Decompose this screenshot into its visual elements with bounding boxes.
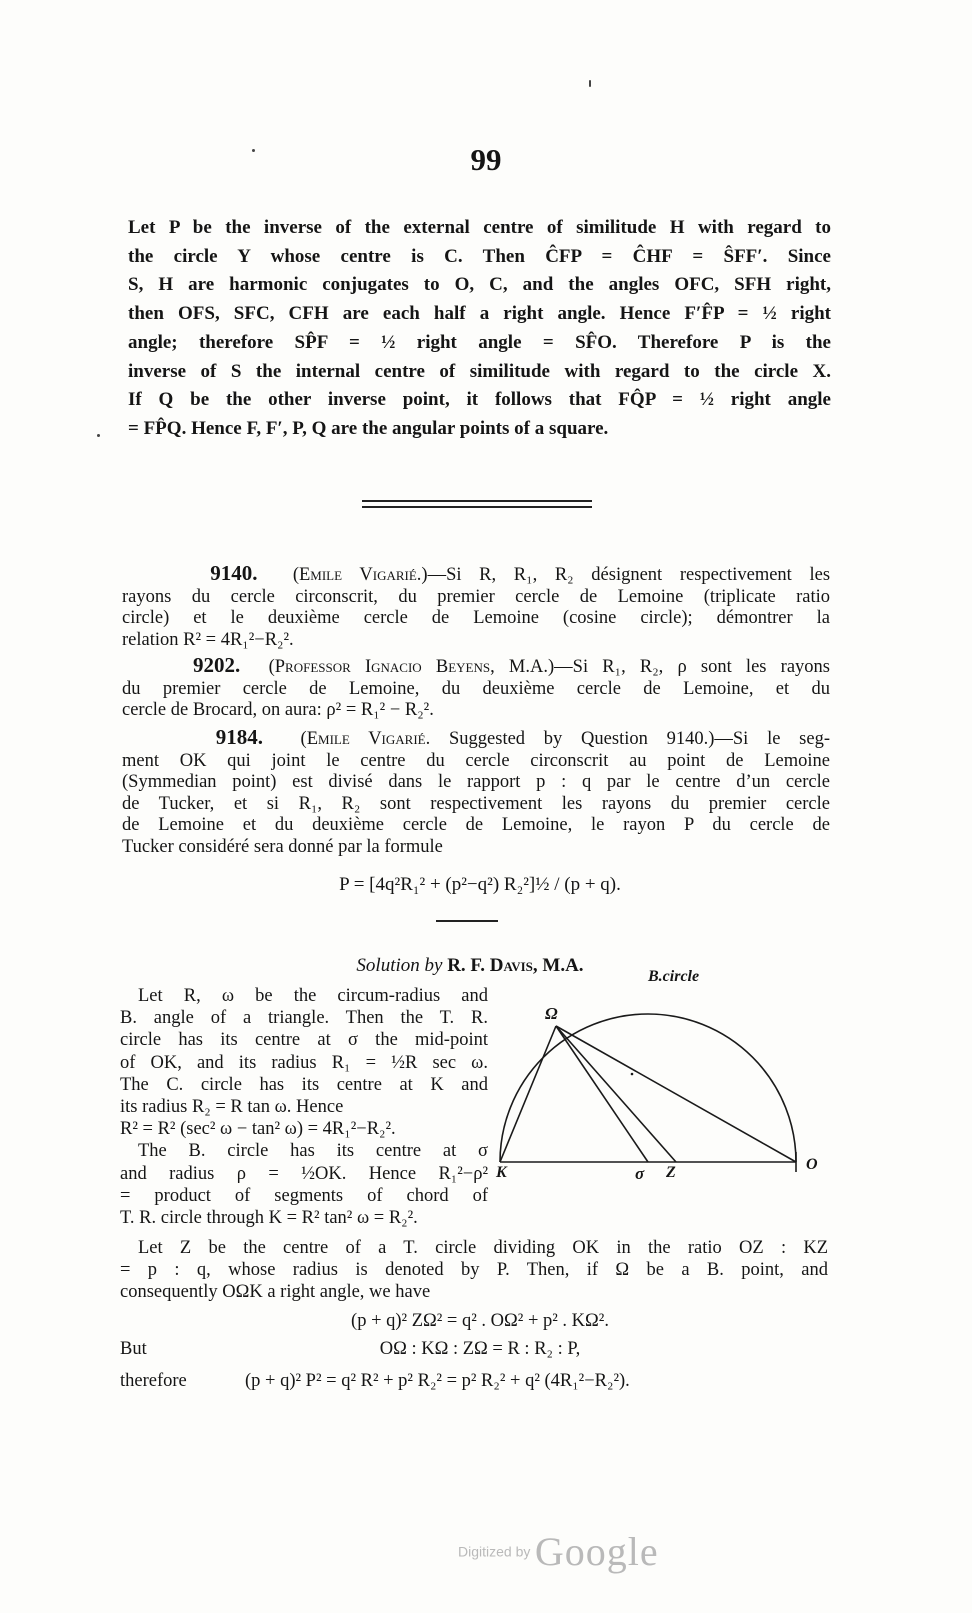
text-line: circle has its centre at σ the mid-point: [120, 1030, 488, 1051]
text-line: inverse of S the internal centre of similitude with regard to the circle X.: [128, 360, 831, 382]
text-line: de Lemoine et du deuxième cercle de Lemoine, le rayon P du cercle de: [122, 815, 830, 836]
section-divider: [436, 920, 498, 922]
text-line: = p : q, whose radius is denoted by P. Then, if Ω be a B. point, and: [120, 1260, 828, 1281]
equation: R² = R² (sec² ω − tan² ω) = 4R₁²−R₂².: [120, 1119, 396, 1140]
therefore-label: therefore: [120, 1371, 187, 1391]
question-author: (Professor Ignacio Beyens, M.A.): [268, 657, 555, 677]
text-line: de Tucker, et si R₁, R₂ sont respectivement les rayons du premier cercle: [122, 793, 830, 814]
section-divider: [362, 500, 592, 502]
section-divider: [362, 506, 592, 508]
segment-omega-k: [500, 1026, 556, 1162]
solution-left-column: [120, 985, 488, 1229]
question-9140: [122, 563, 830, 651]
text-line: T. R. circle through K = R² tan² ω = R₂².: [120, 1208, 418, 1229]
solution-title: [230, 955, 710, 977]
watermark-small: Digitized by: [458, 1543, 531, 1560]
segment-omega-o: [556, 1026, 796, 1162]
figure-dot: [631, 1073, 634, 1076]
text-line: then OFS, SFC, CFH are each half a right angle. Hence F′F̂P = ½ right: [128, 303, 831, 325]
but-label: But: [120, 1339, 147, 1359]
text-line: cercle de Brocard, on aura: ρ² = R₁² − R₂².: [122, 700, 434, 721]
segment-omega-z: [556, 1026, 676, 1162]
text-line: ment OK qui joint le centre du cercle circonscrit au point de Lemoine: [122, 750, 830, 771]
label-k: K: [496, 1164, 507, 1181]
text-line: (Symmedian point) est divisé dans le rapport p : q par le centre d’un cercle: [122, 772, 830, 793]
text-line: S, H are harmonic conjugates to O, C, and the angles OFC, SFH right,: [128, 274, 831, 296]
solution-full-width: [120, 1237, 828, 1304]
equation: (p + q)² P² = q² R² + p² R₂² = p² R₂² + q² (4R₁²−R₂²).: [245, 1371, 630, 1391]
equation: (p + q)² ZΩ² = q² . OΩ² + p² . KΩ².: [351, 1311, 609, 1331]
text-line: angle; therefore SP̂F = ½ right angle = SF̂O. Therefore P is the: [128, 331, 831, 353]
solution-by: Solution by: [356, 955, 443, 976]
text-line: = product of segments of chord of: [120, 1185, 488, 1206]
label-sigma: σ: [635, 1164, 645, 1183]
text-line: relation R² = 4R₁²−R₂².: [122, 629, 294, 650]
solution-author: R. F. Davis, M.A.: [447, 955, 584, 976]
brocard-semicircle: [500, 1014, 796, 1162]
text-line: If Q be the other inverse point, it follows that FQ̂P = ½ right angle: [128, 389, 831, 411]
question-number: 9202.: [192, 653, 241, 677]
question-number: 9140.: [210, 561, 258, 585]
text-line: Let R, ω be the circum-radius and: [138, 986, 488, 1006]
text-line: du premier cercle de Lemoine, du deuxième cercle de Lemoine, et du: [122, 678, 830, 699]
equation: OΩ : KΩ : ZΩ = R : R₂ : P,: [379, 1339, 581, 1359]
page-number: 99: [470, 142, 502, 177]
text-line: —Si R₁, R₂, ρ sont les rayons: [554, 657, 830, 677]
text-line: its radius R₂ = R tan ω. Hence: [120, 1097, 344, 1118]
text-line: B. angle of a triangle. Then the T. R.: [120, 1008, 488, 1029]
question-9184: [122, 727, 830, 859]
text-line: The B. circle has its centre at σ: [138, 1141, 488, 1162]
label-z: Z: [666, 1164, 676, 1181]
text-line: Let Z be the centre of a T. circle dividing OK in the ratio OZ : KZ: [138, 1238, 828, 1258]
text-line: rayons du cercle circonscrit, du premier cercle de Lemoine (triplicate ratio: [122, 586, 830, 607]
question-author: (Emile Vigarié.: [300, 729, 431, 749]
print-speck: [97, 434, 100, 437]
tucker-formula: P = [4q²R₁² + (p²−q²) R₂²]½ / (p + q).: [339, 874, 621, 895]
text-line: and radius ρ = ½OK. Hence R₁²−ρ²: [120, 1163, 488, 1184]
text-line: circle) et le deuxième cercle de Lemoine (cosine circle); démontrer la: [122, 608, 830, 629]
text-line: the circle Y whose centre is C. Then ĈFP = ĈHF = ŜFF′. Since: [128, 245, 831, 267]
text-line: of OK, and its radius R₁ = ½R sec ω.: [120, 1052, 488, 1073]
text-line: = FP̂Q. Hence F, F′, P, Q are the angular points of a square.: [128, 417, 609, 439]
label-o: O: [806, 1156, 818, 1173]
text-line: Tucker considéré sera donné par la formule: [122, 836, 443, 857]
print-speck: [589, 80, 591, 87]
text-line: Let P be the inverse of the external centre of similitude H with regard to: [128, 217, 831, 238]
label-omega: Ω: [545, 1004, 558, 1023]
text-line: Suggested by Question 9140.)—Si le seg-: [430, 729, 830, 749]
digitized-watermark: [458, 1528, 659, 1575]
text-line: The C. circle has its centre at K and: [120, 1074, 488, 1095]
watermark-logo: Google: [534, 1529, 659, 1574]
segment-omega-sigma: [556, 1026, 648, 1162]
text-line: consequently OΩK a right angle, we have: [120, 1282, 431, 1303]
question-9202: [122, 655, 830, 722]
question-author: (Emile Vigarié.): [292, 565, 428, 585]
question-number: 9184.: [215, 725, 264, 749]
proof-paragraph: [128, 214, 831, 444]
text-line: —Si R, R₁, R₂ désignent respectivement les: [427, 565, 831, 585]
label-b-circle: B.circle: [648, 968, 700, 985]
print-speck: [252, 149, 255, 152]
